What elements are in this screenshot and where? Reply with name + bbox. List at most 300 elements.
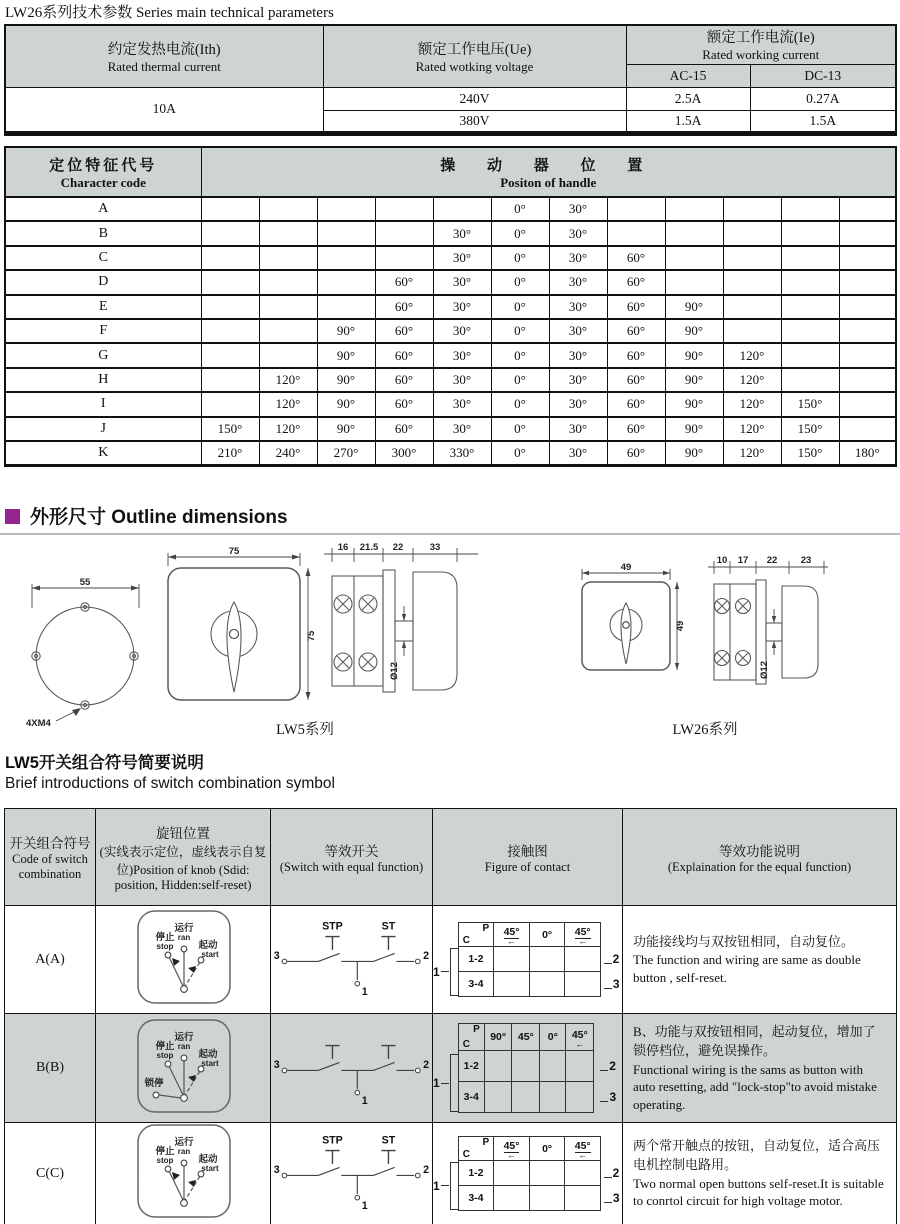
handle-angle-cell [375, 197, 433, 221]
handle-angle-cell [259, 343, 317, 367]
handle-angle-cell: 120° [723, 343, 781, 367]
handle-angle-cell [781, 319, 839, 343]
knob-diagram-cell [96, 1014, 271, 1123]
contact-figure-cell [433, 1123, 623, 1224]
handle-angle-cell: 300° [375, 441, 433, 465]
contact-closed-cell [529, 972, 565, 997]
svg-text:33: 33 [429, 542, 441, 553]
equivalent-switch-cell [271, 906, 433, 1014]
position-table-row [5, 270, 896, 294]
handle-angle-cell: 150° [781, 392, 839, 416]
terminal-label: 2 [612, 1166, 620, 1180]
handle-angle-cell [723, 246, 781, 270]
handle-angle-cell: 0° [491, 319, 549, 343]
angle-header-cell: 45° [512, 1024, 540, 1051]
svg-text:22: 22 [392, 542, 404, 553]
pc-corner-cell: P C [458, 1137, 494, 1161]
handle-angle-cell: 120° [259, 368, 317, 392]
equivalent-switch-circuit [272, 1022, 432, 1110]
handle-angle-cell: 30° [433, 417, 491, 441]
handle-angle-cell [201, 197, 259, 221]
handle-angle-cell: 90° [665, 295, 723, 319]
contact-row: 3-4 3 [458, 972, 621, 997]
position-table-row [5, 246, 896, 270]
handle-angle-cell: 90° [317, 392, 375, 416]
character-code-cell: F [5, 319, 201, 343]
handle-angle-cell [839, 343, 896, 367]
dc13-value: 1.5A [750, 110, 896, 133]
handle-angle-cell: 0° [491, 295, 549, 319]
contact-row: 1-2 2 [458, 1161, 621, 1186]
handle-angle-cell [317, 295, 375, 319]
ac15-value: 1.5A [626, 110, 750, 133]
handle-angle-cell: 90° [665, 368, 723, 392]
svg-text:停止: 停止 [155, 1040, 175, 1052]
character-code-cell: A [5, 197, 201, 221]
svg-text:start: start [201, 1058, 219, 1068]
combo-code-cell: C(C) [5, 1123, 96, 1224]
handle-angle-cell: 0° [491, 392, 549, 416]
terminal-1-bracket [450, 948, 458, 996]
handle-angle-cell [839, 368, 896, 392]
handle-angle-cell [839, 392, 896, 416]
contact-row: 3-4 3 [458, 1186, 621, 1211]
handle-angle-cell: 60° [607, 441, 665, 465]
pc-corner-cell: P C [458, 923, 494, 947]
ratings-table [4, 24, 897, 136]
position-table-row [5, 221, 896, 245]
handle-angle-cell: 30° [433, 392, 491, 416]
knob-diagram-cell [96, 1123, 271, 1224]
handle-angle-cell: 30° [549, 270, 607, 294]
handle-angle-cell: 30° [433, 295, 491, 319]
rated-working-voltage-header: 额定工作电压(Ue) Rated wotking voltage [323, 25, 626, 87]
terminal-1-label: 1 [433, 964, 440, 979]
contact-open-cell [529, 1186, 565, 1211]
handle-angle-cell: 60° [607, 246, 665, 270]
page-title: LW26系列技术参数 Series main technical parameters [5, 5, 334, 21]
function-description-cell: 两个常开触点的按钮，自动复位，适合高压电机控制电路用。 Two normal open buttons self-reset.It is suitable to conrtol circuit for high voltage motor. [623, 1123, 897, 1224]
terminal-1-bracket [450, 1054, 458, 1112]
handle-angle-cell: 90° [665, 392, 723, 416]
handle-angle-cell [723, 270, 781, 294]
explanation-header: 等效功能说明 (Explaination for the equal function) [623, 809, 897, 906]
terminal-1-bracket [450, 1162, 458, 1210]
svg-text:10: 10 [716, 555, 728, 566]
handle-angle-cell: 60° [375, 417, 433, 441]
handle-angle-cell: 120° [259, 417, 317, 441]
handle-angle-cell [781, 246, 839, 270]
st-label: ST [381, 1134, 395, 1147]
ac15-value: 2.5A [626, 87, 750, 110]
character-code-cell: B [5, 221, 201, 245]
outline-section-heading [5, 502, 288, 529]
contact-open-cell [540, 1051, 566, 1082]
function-description-cell: B、功能与双按钮相同，起动复位，增加了锁停档位，避免误操作。 Functional wiring is the sams as button with auto resetting, add "lock-stop"to avoid mistake operating. [623, 1014, 897, 1123]
lw5-front-view [152, 544, 318, 712]
combo-section-heading [5, 749, 335, 793]
handle-angle-cell [781, 197, 839, 221]
lw26-front-view [568, 562, 690, 687]
svg-text:锁停: 锁停 [144, 1077, 164, 1089]
svg-text:起动: 起动 [198, 1048, 218, 1060]
ratings-row-240v [5, 87, 896, 110]
terminal-3: 3 [273, 1163, 280, 1176]
svg-text:运行: 运行 [174, 1031, 194, 1043]
handle-angle-cell [259, 295, 317, 319]
handle-angle-cell: 120° [259, 392, 317, 416]
handle-angle-cell: 150° [201, 417, 259, 441]
terminal-2: 2 [422, 949, 429, 962]
svg-text:运行: 运行 [174, 923, 194, 934]
contact-closed-cell [565, 1161, 601, 1186]
ratings-header-row [5, 25, 896, 64]
voltage-value: 240V [323, 87, 626, 110]
svg-text:stop: stop [156, 1050, 174, 1060]
svg-text:ran: ran [177, 933, 191, 942]
contact-open-cell [494, 972, 530, 997]
lw5-side-view [318, 540, 488, 712]
handle-angle-cell [201, 295, 259, 319]
combo-table-row [5, 1014, 897, 1123]
handle-angle-cell [781, 368, 839, 392]
handle-angle-cell: 0° [491, 417, 549, 441]
handle-angle-cell: 90° [665, 441, 723, 465]
svg-text:停止: 停止 [155, 932, 175, 943]
handle-angle-cell [781, 343, 839, 367]
svg-text:21.5: 21.5 [359, 542, 379, 553]
terminal-1-label: 1 [433, 1178, 440, 1193]
equivalent-switch-circuit [272, 913, 432, 1001]
handle-angle-cell [665, 246, 723, 270]
handle-angle-cell [665, 221, 723, 245]
combo-heading-en: Brief introductions of switch combination symbol [5, 775, 335, 792]
handle-angle-cell: 30° [549, 295, 607, 319]
handle-angle-cell [259, 319, 317, 343]
terminal-1: 1 [361, 1094, 368, 1107]
handle-angle-cell: 60° [607, 368, 665, 392]
svg-text:23: 23 [800, 555, 812, 566]
section-bullet-icon [5, 509, 20, 524]
handle-angle-cell: 60° [375, 343, 433, 367]
rated-thermal-current-header: 约定发热电流(Ith) Rated thermal current [5, 25, 323, 87]
handle-angle-cell: 60° [607, 319, 665, 343]
handle-angle-cell: 150° [781, 417, 839, 441]
handle-angle-cell: 90° [665, 417, 723, 441]
handle-angle-cell [839, 246, 896, 270]
svg-text:Ø12: Ø12 [759, 661, 770, 679]
handle-angle-cell: 90° [317, 343, 375, 367]
angle-header-cell: 45° ← [565, 923, 601, 947]
handle-angle-cell: 330° [433, 441, 491, 465]
lw26-series-label: LW26系列 [672, 722, 738, 738]
handle-angle-cell: 30° [433, 319, 491, 343]
handle-angle-cell [317, 270, 375, 294]
terminal-3: 3 [273, 1058, 280, 1071]
handle-angle-cell [317, 197, 375, 221]
handle-angle-cell: 210° [201, 441, 259, 465]
mount-dim-label: 55 [79, 577, 91, 588]
position-of-knob-header: 旋钮位置 (实线表示定位，虚线表示自复位)Position of knob (Sdid: position, Hidden:self-reset) [96, 809, 271, 906]
svg-text:stop: stop [156, 1156, 174, 1165]
svg-text:start: start [201, 950, 219, 959]
voltage-value: 380V [323, 110, 626, 133]
handle-angle-cell [201, 319, 259, 343]
angle-header-cell: 0° [540, 1024, 566, 1051]
svg-text:16: 16 [337, 542, 349, 553]
handle-angle-cell [781, 221, 839, 245]
handle-angle-cell: 0° [491, 441, 549, 465]
combo-heading-zh: LW5开关组合符号简要说明 [5, 754, 204, 772]
equal-function-switch-header: 等效开关 (Switch with equal function) [271, 809, 433, 906]
contact-closed-cell [566, 1051, 594, 1082]
handle-angle-cell: 30° [433, 343, 491, 367]
handle-angle-cell [201, 343, 259, 367]
lw26-side-view [702, 554, 848, 704]
terminal-label: 2 [612, 952, 620, 966]
character-code-cell: H [5, 368, 201, 392]
handle-angle-cell: 0° [491, 197, 549, 221]
position-table-row [5, 295, 896, 319]
svg-text:49: 49 [675, 620, 686, 632]
character-code-header: 定位特征代号 Character code [5, 147, 201, 197]
contact-row: 1-2 2 [458, 947, 621, 972]
handle-angle-cell: 30° [549, 246, 607, 270]
handle-angle-cell [375, 221, 433, 245]
handle-angle-cell: 120° [723, 441, 781, 465]
stp-label: STP [321, 920, 343, 933]
terminal-3: 3 [273, 949, 280, 962]
contact-grid [458, 922, 622, 997]
holes-dim-label: 4XM4 [26, 718, 51, 729]
handle-angle-cell: 60° [375, 319, 433, 343]
handle-angle-cell: 150° [781, 441, 839, 465]
terminal-2: 2 [422, 1163, 429, 1176]
character-code-cell: J [5, 417, 201, 441]
terminal-1: 1 [361, 986, 368, 999]
equivalent-switch-cell [271, 1123, 433, 1224]
handle-angle-cell: 60° [375, 295, 433, 319]
handle-angle-cell: 60° [375, 368, 433, 392]
position-table-row [5, 197, 896, 221]
position-table-row [5, 392, 896, 416]
ac15-header: AC-15 [626, 64, 750, 87]
svg-text:运行: 运行 [174, 1137, 194, 1148]
knob-position-diagram [124, 1123, 242, 1219]
switch-combination-table [4, 808, 897, 1224]
svg-text:22: 22 [766, 555, 778, 566]
handle-angle-cell: 30° [549, 441, 607, 465]
position-table-row [5, 441, 896, 465]
position-table-row [5, 319, 896, 343]
handle-angle-cell [665, 270, 723, 294]
angle-header-cell: 90° [484, 1024, 512, 1051]
pc-corner-cell: P C [458, 1024, 484, 1051]
contact-open-cell [484, 1082, 512, 1113]
handle-angle-cell: 90° [317, 417, 375, 441]
angle-header-cell: 0° [529, 1137, 565, 1161]
handle-angle-cell: 30° [549, 197, 607, 221]
handle-angle-cell [317, 246, 375, 270]
handle-angle-cell [665, 197, 723, 221]
contact-open-cell [484, 1051, 512, 1082]
handle-angle-cell [201, 368, 259, 392]
angle-header-cell: 45° ← [566, 1024, 594, 1051]
terminal-1-label: 1 [433, 1076, 440, 1090]
equivalent-switch-cell [271, 1014, 433, 1123]
handle-angle-cell: 30° [549, 392, 607, 416]
handle-angle-cell: 60° [607, 392, 665, 416]
svg-text:ran: ran [177, 1147, 191, 1156]
handle-angle-cell [259, 270, 317, 294]
handle-angle-cell: 120° [723, 392, 781, 416]
angle-header-cell: 45° ← [494, 1137, 530, 1161]
svg-text:49: 49 [620, 562, 632, 573]
position-table-header [5, 147, 896, 197]
handle-angle-cell [781, 270, 839, 294]
contact-open-cell [529, 1161, 565, 1186]
contact-closed-cell [494, 1186, 530, 1211]
contact-figure-diagram [433, 922, 622, 997]
handle-angle-cell: 0° [491, 343, 549, 367]
handle-angle-cell [723, 197, 781, 221]
rated-working-current-header: 额定工作电流(Ie) Rated working current [626, 25, 896, 64]
handle-angle-cell [723, 221, 781, 245]
handle-angle-cell: 60° [607, 343, 665, 367]
svg-text:start: start [201, 1164, 219, 1173]
outline-drawings [0, 540, 900, 750]
angle-header-cell: 45° ← [565, 1137, 601, 1161]
stp-label: STP [321, 1134, 343, 1147]
handle-angle-cell: 270° [317, 441, 375, 465]
character-code-cell: K [5, 441, 201, 465]
handle-angle-cell: 30° [549, 368, 607, 392]
handle-angle-cell [317, 221, 375, 245]
svg-text:停止: 停止 [155, 1146, 175, 1157]
handle-angle-cell: 30° [549, 319, 607, 343]
code-of-switch-header: 开关组合符号 Code of switch combination [5, 809, 96, 906]
function-description-cell: 功能接线均与双按钮相同，自动复位。 The function and wiring are same as double button , self-reset. [623, 906, 897, 1014]
terminal-label: 3 [612, 977, 620, 991]
handle-angle-cell: 30° [549, 343, 607, 367]
handle-angle-cell: 30° [549, 221, 607, 245]
character-code-cell: G [5, 343, 201, 367]
handle-angle-cell: 60° [375, 392, 433, 416]
position-table-row [5, 368, 896, 392]
contact-closed-cell [565, 972, 601, 997]
handle-angle-cell: 90° [665, 343, 723, 367]
angle-header-cell: 0° [529, 923, 565, 947]
handle-angle-cell [839, 319, 896, 343]
handle-angle-cell [839, 270, 896, 294]
lw5-series-label: LW5系列 [276, 722, 334, 738]
handle-angle-cell [723, 319, 781, 343]
contact-closed-cell [540, 1082, 566, 1113]
knob-diagram-cell [96, 906, 271, 1014]
contact-figure-cell [433, 906, 623, 1014]
terminal-label: 3 [612, 1191, 620, 1205]
contact-open-cell [494, 947, 530, 972]
contact-figure-cell [433, 1014, 623, 1123]
position-of-handle-header: 操 动 器 位 置 Positon of handle [201, 147, 896, 197]
contact-closed-cell [565, 947, 601, 972]
svg-text:起动: 起动 [198, 1154, 218, 1165]
handle-angle-cell [723, 295, 781, 319]
contact-row: 1-2 2 [458, 1051, 621, 1082]
handle-angle-cell: 0° [491, 221, 549, 245]
handle-angle-cell [839, 221, 896, 245]
handle-angle-cell [201, 392, 259, 416]
shaft-dim-label: Ø12 [389, 662, 400, 680]
lw5-mounting-hole-drawing [18, 576, 153, 731]
terminal-label: 2 [609, 1059, 616, 1073]
handle-angle-cell: 0° [491, 246, 549, 270]
handle-angle-cell: 120° [723, 368, 781, 392]
handle-angle-cell: 0° [491, 368, 549, 392]
contact-open-cell [565, 1186, 601, 1211]
contact-figure-diagram [433, 1023, 622, 1113]
terminal-1: 1 [361, 1200, 368, 1213]
handle-angle-cell: 90° [317, 368, 375, 392]
knob-position-diagram [124, 1018, 242, 1114]
handle-angle-cell [259, 221, 317, 245]
contact-closed-cell [566, 1082, 594, 1113]
contact-figure-diagram [433, 1136, 622, 1211]
contact-grid [458, 1023, 622, 1113]
contact-open-cell [512, 1051, 540, 1082]
handle-angle-cell: 30° [433, 368, 491, 392]
contact-row: 3-4 3 [458, 1082, 621, 1113]
equivalent-switch-circuit [272, 1127, 432, 1215]
angle-header-cell: 45° ← [494, 923, 530, 947]
character-code-cell: C [5, 246, 201, 270]
handle-angle-cell: 90° [317, 319, 375, 343]
handle-angle-cell: 30° [433, 246, 491, 270]
svg-text:ran: ran [177, 1041, 191, 1051]
contact-open-cell [494, 1161, 530, 1186]
handle-angle-cell [839, 197, 896, 221]
dc13-value: 0.27A [750, 87, 896, 110]
handle-angle-cell [201, 221, 259, 245]
handle-angle-cell [607, 221, 665, 245]
handle-angle-cell: 30° [433, 221, 491, 245]
handle-angle-cell [201, 270, 259, 294]
handle-angle-cell: 30° [549, 417, 607, 441]
combo-code-cell: B(B) [5, 1014, 96, 1123]
face-height-label: 75 [306, 630, 317, 642]
handle-angle-cell: 60° [375, 270, 433, 294]
handle-angle-cell: 0° [491, 270, 549, 294]
position-table-row [5, 343, 896, 367]
handle-angle-cell: 60° [607, 295, 665, 319]
handle-angle-cell [259, 197, 317, 221]
contact-grid [458, 1136, 622, 1211]
terminal-2: 2 [422, 1058, 429, 1071]
handle-angle-cell [607, 197, 665, 221]
dc13-header: DC-13 [750, 64, 896, 87]
handle-position-table [4, 146, 897, 467]
face-width-label: 75 [228, 546, 240, 557]
character-code-cell: E [5, 295, 201, 319]
handle-angle-cell [201, 246, 259, 270]
character-code-cell: I [5, 392, 201, 416]
combo-code-cell: A(A) [5, 906, 96, 1014]
handle-angle-cell: 120° [723, 417, 781, 441]
figure-of-contact-header: 接触图 Figure of contact [433, 809, 623, 906]
handle-angle-cell: 60° [607, 270, 665, 294]
character-code-cell: D [5, 270, 201, 294]
terminal-label: 3 [609, 1090, 617, 1104]
